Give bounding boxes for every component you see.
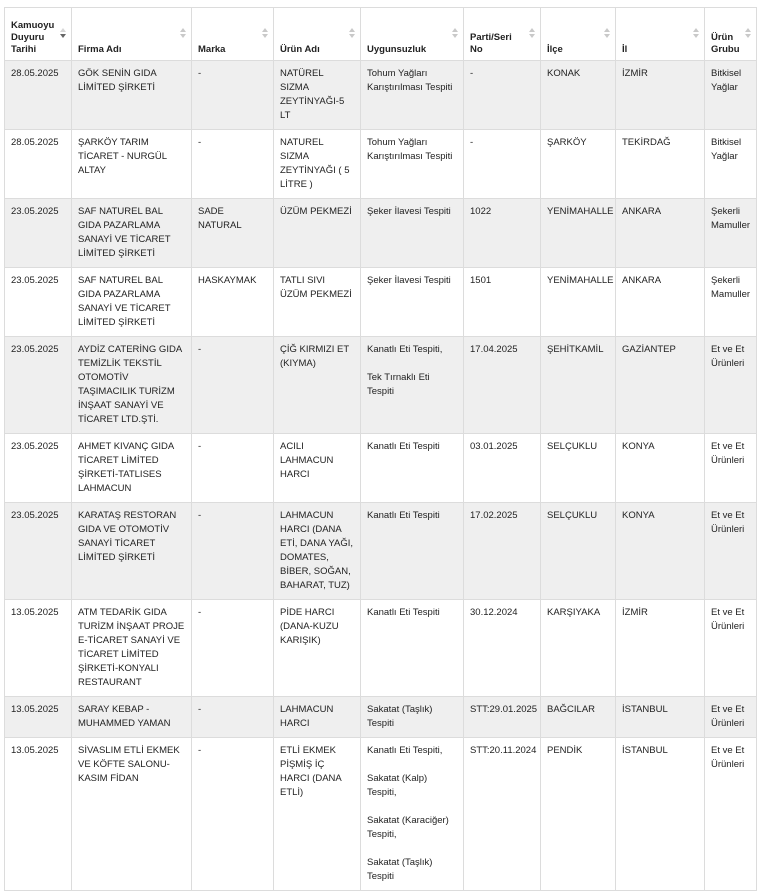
header-announcement-date[interactable] — [5, 8, 72, 61]
sort-arrows-icon[interactable] — [745, 28, 751, 40]
cell-group: Et ve Et Ürünleri — [705, 600, 757, 697]
cell-batch: 1022 — [464, 199, 541, 268]
header-label: Parti/Seri No — [470, 32, 512, 55]
cell-group: Et ve Et Ürünleri — [705, 434, 757, 503]
header-label: Ürün Grubu — [711, 32, 740, 55]
nonconformity-item: Kanatlı Eti Tespiti, — [367, 344, 443, 355]
header-label: Ürün Adı — [280, 44, 320, 55]
cell-group: Et ve Et Ürünleri — [705, 738, 757, 891]
cell-date: 23.05.2025 — [5, 503, 72, 600]
cell-batch: 17.02.2025 — [464, 503, 541, 600]
header-product-group[interactable] — [705, 8, 757, 61]
cell-district: SELÇUKLU — [541, 503, 616, 600]
nonconformity-item: Sakatat (Taşlık) Tespiti — [367, 704, 433, 729]
cell-group: Bitkisel Yağlar — [705, 130, 757, 199]
table-row — [5, 697, 757, 738]
header-label: Uygunsuzluk — [367, 44, 427, 55]
cell-date: 23.05.2025 — [5, 434, 72, 503]
header-nonconformity[interactable] — [361, 8, 464, 61]
cell-date: 23.05.2025 — [5, 199, 72, 268]
cell-district: ŞARKÖY — [541, 130, 616, 199]
cell-city: İZMİR — [616, 61, 705, 130]
cell-product: ÜZÜM PEKMEZİ — [274, 199, 361, 268]
cell-product: ETLİ EKMEK PİŞMİŞ İÇ HARCI (DANA ETLİ) — [274, 738, 361, 891]
cell-date: 13.05.2025 — [5, 697, 72, 738]
sort-arrows-icon[interactable] — [60, 28, 66, 40]
nonconformity-item: Kanatlı Eti Tespiti — [367, 510, 440, 521]
cell-nonconformity — [361, 130, 464, 199]
table-row — [5, 738, 757, 891]
cell-brand: SADE NATURAL — [192, 199, 274, 268]
cell-brand: - — [192, 503, 274, 600]
header-brand[interactable] — [192, 8, 274, 61]
table-row — [5, 337, 757, 434]
nonconformity-item: Tohum Yağları Karıştırılması Tespiti — [367, 68, 453, 93]
cell-nonconformity — [361, 434, 464, 503]
table-container — [4, 7, 757, 891]
cell-firm: SİVASLIM ETLİ EKMEK VE KÖFTE SALONU-KASIM FİDAN — [72, 738, 192, 891]
cell-district: YENİMAHALLE — [541, 268, 616, 337]
cell-brand: - — [192, 61, 274, 130]
cell-date: 13.05.2025 — [5, 738, 72, 891]
cell-firm: AHMET KIVANÇ GIDA TİCARET LİMİTED ŞİRKETİ-TATLISES LAHMACUN — [72, 434, 192, 503]
cell-brand: - — [192, 337, 274, 434]
cell-city: GAZİANTEP — [616, 337, 705, 434]
cell-group: Et ve Et Ürünleri — [705, 337, 757, 434]
cell-product: ÇİĞ KIRMIZI ET (KIYMA) — [274, 337, 361, 434]
header-label: Kamuoyu Duyuru Tarihi — [11, 20, 55, 55]
nonconformity-item: Tek Tırnaklı Eti Tespiti — [367, 372, 430, 397]
table-row — [5, 130, 757, 199]
header-row — [5, 8, 757, 61]
cell-product: NATÜREL SIZMA ZEYTİNYAĞI-5 LT — [274, 61, 361, 130]
cell-district: PENDİK — [541, 738, 616, 891]
nonconformity-item: Kanatlı Eti Tespiti, — [367, 745, 443, 756]
cell-firm: SARAY KEBAP - MUHAMMED YAMAN — [72, 697, 192, 738]
cell-group: Et ve Et Ürünleri — [705, 503, 757, 600]
cell-group: Bitkisel Yağlar — [705, 61, 757, 130]
cell-group: Şekerli Mamuller — [705, 268, 757, 337]
table-row — [5, 503, 757, 600]
cell-batch: 03.01.2025 — [464, 434, 541, 503]
cell-brand: HASKAYMAK — [192, 268, 274, 337]
cell-nonconformity — [361, 199, 464, 268]
cell-date: 23.05.2025 — [5, 337, 72, 434]
sort-arrows-icon[interactable] — [349, 28, 355, 40]
header-batch-no[interactable] — [464, 8, 541, 61]
cell-product: PİDE HARCI (DANA-KUZU KARIŞIK) — [274, 600, 361, 697]
cell-firm: SAF NATUREL BAL GIDA PAZARLAMA SANAYİ VE TİCARET LİMİTED ŞİRKETİ — [72, 268, 192, 337]
cell-brand: - — [192, 738, 274, 891]
cell-district: KONAK — [541, 61, 616, 130]
table-row — [5, 268, 757, 337]
cell-brand: - — [192, 130, 274, 199]
nonconformity-item: Kanatlı Eti Tespiti — [367, 441, 440, 452]
cell-batch: - — [464, 61, 541, 130]
cell-city: KONYA — [616, 434, 705, 503]
sort-arrows-icon[interactable] — [604, 28, 610, 40]
cell-product: TATLI SIVI ÜZÜM PEKMEZİ — [274, 268, 361, 337]
table-row — [5, 434, 757, 503]
cell-nonconformity — [361, 697, 464, 738]
cell-city: KONYA — [616, 503, 705, 600]
cell-district: BAĞCILAR — [541, 697, 616, 738]
cell-group: Et ve Et Ürünleri — [705, 697, 757, 738]
header-firm-name[interactable] — [72, 8, 192, 61]
header-label: Marka — [198, 44, 226, 55]
table-body — [5, 61, 757, 891]
cell-firm: AYDİZ CATERİNG GIDA TEMİZLİK TEKSTİL OTOMOTİV TAŞIMACILIK TURİZM İNŞAAT SANAYİ VE TİCARET LTD.ŞTİ. — [72, 337, 192, 434]
cell-product: NATUREL SIZMA ZEYTİNYAĞI ( 5 LİTRE ) — [274, 130, 361, 199]
cell-product: ACILI LAHMACUN HARCI — [274, 434, 361, 503]
cell-district: YENİMAHALLE — [541, 199, 616, 268]
cell-nonconformity — [361, 503, 464, 600]
nonconformity-item: Şeker İlavesi Tespiti — [367, 275, 451, 286]
sort-arrows-icon[interactable] — [693, 28, 699, 40]
nonconformity-item: Sakatat (Kalp) Tespiti, — [367, 773, 428, 798]
cell-batch: 17.04.2025 — [464, 337, 541, 434]
cell-date: 28.05.2025 — [5, 61, 72, 130]
cell-city: İSTANBUL — [616, 738, 705, 891]
nonconformity-item: Sakatat (Taşlık) Tespiti — [367, 857, 433, 882]
cell-brand: - — [192, 697, 274, 738]
cell-city: ANKARA — [616, 199, 705, 268]
nonconformity-item: Kanatlı Eti Tespiti — [367, 607, 440, 618]
cell-district: ŞEHİTKAMİL — [541, 337, 616, 434]
cell-batch: STT:20.11.2024 — [464, 738, 541, 891]
sort-arrows-icon[interactable] — [180, 28, 186, 40]
nonconformity-item: Sakatat (Karaciğer) Tespiti, — [367, 815, 449, 840]
header-label: İl — [622, 44, 628, 55]
cell-city: İSTANBUL — [616, 697, 705, 738]
cell-city: ANKARA — [616, 268, 705, 337]
cell-city: TEKİRDAĞ — [616, 130, 705, 199]
cell-batch: - — [464, 130, 541, 199]
cell-nonconformity — [361, 268, 464, 337]
cell-group: Şekerli Mamuller — [705, 199, 757, 268]
cell-nonconformity — [361, 337, 464, 434]
sort-arrows-icon[interactable] — [452, 28, 458, 40]
cell-firm: ATM TEDARİK GIDA TURİZM İNŞAAT PROJE E-TİCARET SANAYİ VE TİCARET LİMİTED ŞİRKETİ-KONYALI RESTAURANT — [72, 600, 192, 697]
cell-product: LAHMACUN HARCI (DANA ETİ, DANA YAĞI, DOMATES, BİBER, SOĞAN, BAHARAT, TUZ) — [274, 503, 361, 600]
cell-firm: SAF NATUREL BAL GIDA PAZARLAMA SANAYİ VE TİCARET LİMİTED ŞİRKETİ — [72, 199, 192, 268]
cell-brand: - — [192, 600, 274, 697]
sort-arrows-icon[interactable] — [262, 28, 268, 40]
cell-date: 28.05.2025 — [5, 130, 72, 199]
cell-district: SELÇUKLU — [541, 434, 616, 503]
cell-batch: STT:29.01.2025 — [464, 697, 541, 738]
cell-batch: 30.12.2024 — [464, 600, 541, 697]
cell-firm: ŞARKÖY TARIM TİCARET - NURGÜL ALTAY — [72, 130, 192, 199]
header-label: Firma Adı — [78, 44, 122, 55]
cell-firm: KARATAŞ RESTORAN GIDA VE OTOMOTİV SANAYİ TİCARET LİMİTED ŞİRKETİ — [72, 503, 192, 600]
cell-city: İZMİR — [616, 600, 705, 697]
cell-product: LAHMACUN HARCI — [274, 697, 361, 738]
header-district[interactable] — [541, 8, 616, 61]
cell-batch: 1501 — [464, 268, 541, 337]
cell-district: KARŞIYAKA — [541, 600, 616, 697]
header-label: İlçe — [547, 44, 563, 55]
sort-arrows-icon[interactable] — [529, 28, 535, 40]
cell-nonconformity — [361, 61, 464, 130]
table-row — [5, 600, 757, 697]
table-row — [5, 61, 757, 130]
cell-nonconformity — [361, 600, 464, 697]
cell-brand: - — [192, 434, 274, 503]
cell-date: 13.05.2025 — [5, 600, 72, 697]
table-row — [5, 199, 757, 268]
cell-date: 23.05.2025 — [5, 268, 72, 337]
announcements-table — [4, 7, 757, 891]
header-product-name[interactable] — [274, 8, 361, 61]
cell-firm: GÖK SENİN GIDA LİMİTED ŞİRKETİ — [72, 61, 192, 130]
header-city[interactable] — [616, 8, 705, 61]
nonconformity-item: Şeker İlavesi Tespiti — [367, 206, 451, 217]
nonconformity-item: Tohum Yağları Karıştırılması Tespiti — [367, 137, 453, 162]
cell-nonconformity — [361, 738, 464, 891]
